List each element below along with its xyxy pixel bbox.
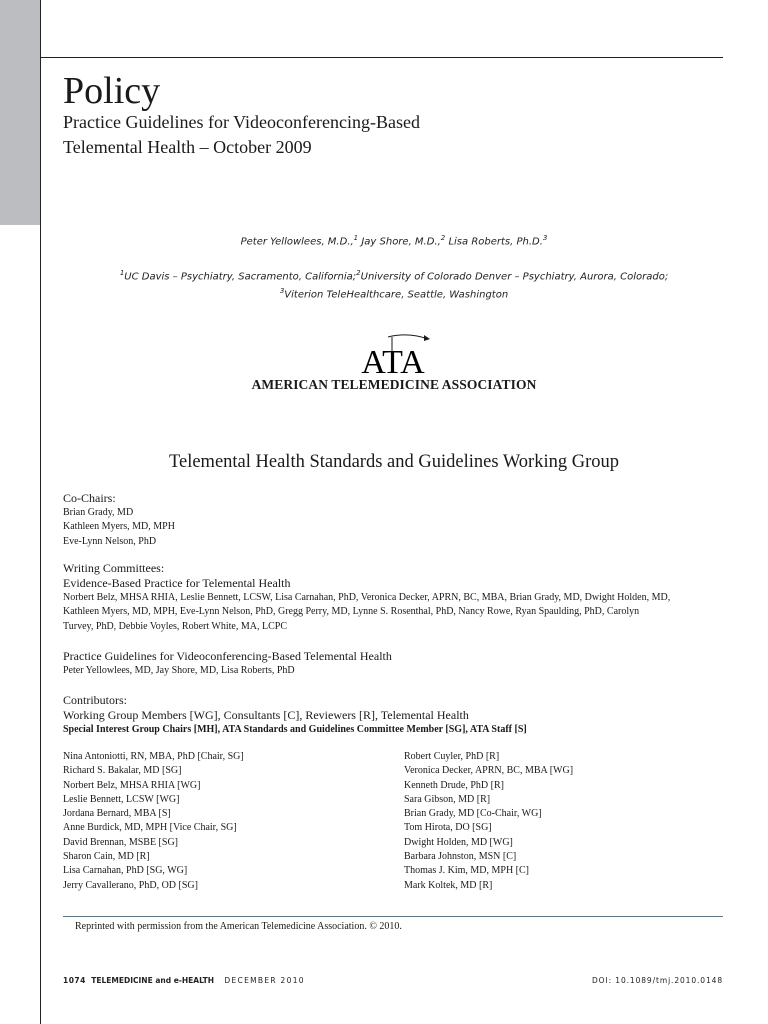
ata-logo-icon: [348, 331, 438, 377]
contributor-name: Sharon Cain, MD [R]: [63, 851, 150, 863]
author-name: Peter Yellowlees, M.D.,: [240, 236, 354, 248]
affil-mark: 1: [119, 269, 125, 277]
contributors-legend-line-2: Special Interest Group Chairs [MH], ATA Standards and Guidelines Committee Member [SG], ATA Staff [S]: [63, 724, 527, 735]
doi: DOI: 10.1089/tmj.2010.0148: [591, 976, 723, 985]
article-title: [63, 110, 703, 160]
top-rule: [40, 57, 723, 58]
article-title-line-1: Practice Guidelines for Videoconferencing-Based: [63, 112, 420, 132]
left-rule: [40, 0, 41, 1024]
contributor-name: Lisa Carnahan, PhD [SG, WG]: [63, 865, 188, 877]
contributor-name: Norbert Belz, MHSA RHIA [WG]: [63, 779, 201, 791]
contributor-name: Brian Grady, MD [Co-Chair, WG]: [404, 808, 542, 820]
co-chair-name: Kathleen Myers, MD, MPH: [63, 521, 175, 533]
ebp-names-line: Norbert Belz, MHSA RHIA, Leslie Bennett, LCSW, Lisa Carnahan, PhD, Veronica Decker, APRN, BC, MBA, Brian Grady, MD, Dwight Holden, MD,: [63, 592, 671, 603]
co-chair-name: Eve-Lynn Nelson, PhD: [63, 535, 157, 547]
contributors-section: [63, 693, 728, 737]
contributor-name: Nina Antoniotti, RN, MBA, PhD [Chair, SG]: [63, 751, 244, 762]
article-title-line-2: Telemental Health – October 2009: [63, 137, 312, 157]
contributor-name: Leslie Bennett, LCSW [WG]: [63, 793, 180, 805]
contributor-name: Mark Koltek, MD [R]: [404, 879, 493, 891]
affil-mark: 2: [356, 269, 361, 277]
working-group-title: Telemental Health Standards and Guidelines Working Group: [168, 452, 620, 472]
contributors-left-column: [63, 750, 244, 893]
affiliations: [63, 266, 725, 303]
contributor-name: Kenneth Drude, PhD [R]: [404, 779, 504, 791]
contributors-heading: Contributors:: [63, 693, 128, 707]
writing-committees-section: [63, 561, 728, 634]
footnote-rule: [63, 916, 723, 917]
contributor-name: Richard S. Bakalar, MD [SG]: [63, 765, 182, 777]
reprint-notice: Reprinted with permission from the American Telemedicine Association. © 2010.: [75, 921, 402, 932]
author-affil-mark: 1: [353, 234, 359, 242]
running-footer: [63, 976, 305, 985]
vc-heading: Practice Guidelines for Videoconferencing-Based Telemental Health: [63, 649, 392, 663]
contributor-name: Robert Cuyler, PhD [R]: [404, 751, 500, 762]
ata-logo-letters: ATA: [361, 344, 425, 377]
ebp-heading: Evidence-Based Practice for Telemental Health: [63, 576, 291, 590]
contributor-name: Dwight Holden, MD [WG]: [404, 836, 513, 848]
writing-committees-heading: Writing Committees:: [63, 561, 165, 575]
author-affil-mark: 2: [440, 234, 446, 242]
videoconferencing-committee: [63, 649, 728, 678]
organization-name: AMERICAN TELEMEDICINE ASSOCIATION: [251, 377, 537, 392]
side-tab: [0, 0, 40, 225]
author-affil-mark: 3: [542, 234, 548, 242]
co-chair-name: Brian Grady, MD: [63, 507, 134, 518]
contributor-name: Sara Gibson, MD [R]: [404, 793, 491, 805]
page-number: 1074: [63, 976, 86, 985]
contributors-legend-line-1: Working Group Members [WG], Consultants [C], Reviewers [R], Telemental Health: [63, 708, 469, 722]
co-chairs-section: [63, 491, 728, 549]
co-chairs-heading: Co-Chairs:: [63, 491, 116, 505]
vc-names: Peter Yellowlees, MD, Jay Shore, MD, Lisa Roberts, PhD: [63, 665, 295, 676]
contributor-name: Veronica Decker, APRN, BC, MBA [WG]: [404, 765, 574, 777]
contributor-name: David Brennan, MSBE [SG]: [63, 836, 178, 848]
contributor-name: Jordana Bernard, MBA [S]: [63, 808, 171, 820]
contributors-right-column: [404, 750, 573, 893]
contributor-name: Barbara Johnston, MSN [C]: [404, 851, 517, 863]
affiliation-line-1: [63, 266, 725, 284]
affiliation-text: University of Colorado Denver – Psychiatry, Aurora, Colorado;: [360, 271, 669, 283]
journal-name: TELEMEDICINE and e-HEALTH: [91, 976, 215, 985]
affiliation-line-2: [63, 284, 725, 302]
contributor-name: Jerry Cavallerano, PhD, OD [SG]: [63, 879, 198, 891]
contributor-name: Thomas J. Kim, MD, MPH [C]: [404, 865, 530, 877]
author-list: [63, 234, 725, 247]
section-title: Policy: [63, 70, 161, 112]
contributor-name: Anne Burdick, MD, MPH [Vice Chair, SG]: [63, 822, 237, 834]
author-name: Lisa Roberts, Ph.D.: [448, 236, 543, 248]
author-name: Jay Shore, M.D.,: [361, 236, 441, 248]
affil-mark: 3: [279, 287, 285, 296]
contributor-name: Tom Hirota, DO [SG]: [404, 822, 492, 834]
affiliation-text: UC Davis – Psychiatry, Sacramento, California;: [124, 271, 357, 283]
ebp-names-line: Kathleen Myers, MD, MPH, Eve-Lynn Nelson, PhD, Gregg Perry, MD, Lynne S. Rosenthal, PhD, Nancy Rowe, Ryan Spaulding, PhD, Carolyn: [63, 606, 640, 618]
issue-date: DECEMBER 2010: [224, 976, 305, 985]
ebp-names-line: Turvey, PhD, Debbie Voyles, Robert White, MA, LCPC: [63, 620, 287, 632]
affiliation-text: Viterion TeleHealthcare, Seattle, Washington: [284, 289, 509, 301]
